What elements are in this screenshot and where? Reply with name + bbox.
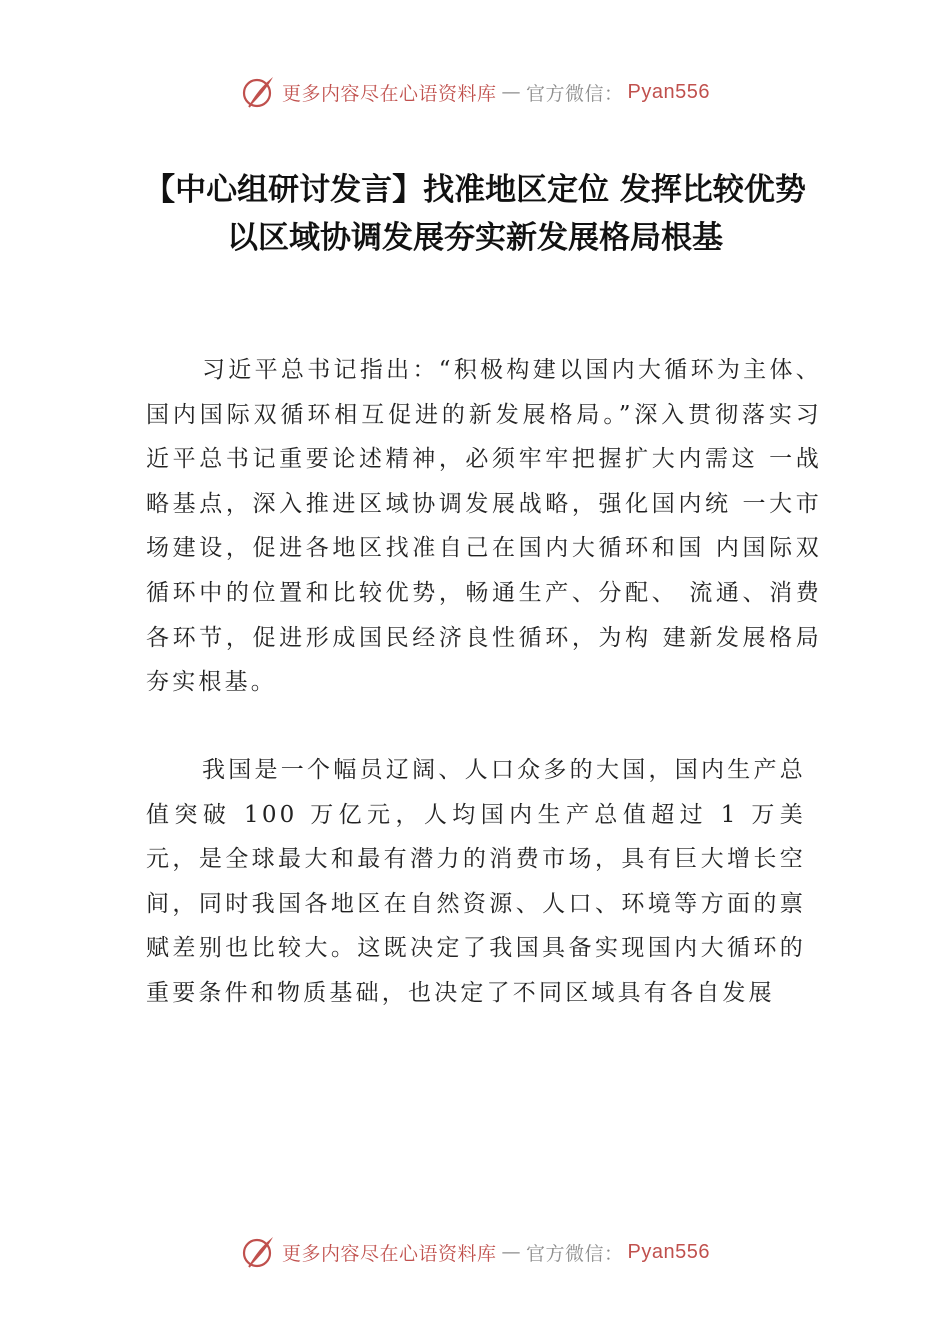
footer-banner-text: 更多内容尽在心语资料库 <box>282 1242 497 1265</box>
body-paragraph-2: 我国是一个幅员辽阔、人口众多的大国，国内生产总值突破 100 万亿元，人均国内生产总值超过 1 万美元，是全球最大和最有潜力的消费市场，具有巨大增长空间，同时我国各地区在自然资源、人口、环境等方面的禀赋差别也比较大。这既决定了我国具备实现国内大循环的重要条件和物质基础，也决定了不同区域具有各自发展 <box>146 757 806 1006</box>
body-paragraph-1: 习近平总书记指出：“积极构建以国内大循环为主体、国内国际双循环相互促进的新发展格局。”深入贯彻落实习近平总书记重要论述精神，必须牢牢把握扩大内需这 一战略基点，深入推进区域协调发展战略，强化国内统 一大市场建设，促进各地区找准自己在国内大循环和国 内国际双循环中的位置和比较优势，畅通生产、分配、 流通、消费各环节，促进形成国民经济良性循环，为构 建新发展格局夯实根基。 <box>146 357 822 696</box>
footer-banner-dash: — <box>501 1241 522 1263</box>
footer-banner-wechat-id: Pyan556 <box>627 1240 710 1263</box>
footer-banner-label: 官方微信： <box>526 1242 624 1265</box>
header-banner-wechat-id: Pyan556 <box>627 80 710 103</box>
quill-logo-icon <box>240 74 276 110</box>
document-title: 【中心组研讨发言】找准地区定位 发挥比较优势以区域协调发展夯实新发展格局根基 <box>144 172 806 256</box>
footer-watermark-banner <box>0 1234 950 1270</box>
quill-logo-icon <box>240 1234 276 1270</box>
header-banner-label: 官方微信： <box>526 82 624 105</box>
header-banner-text: 更多内容尽在心语资料库 <box>282 82 497 105</box>
header-banner-dash: — <box>501 81 522 103</box>
header-watermark-banner <box>0 74 950 110</box>
